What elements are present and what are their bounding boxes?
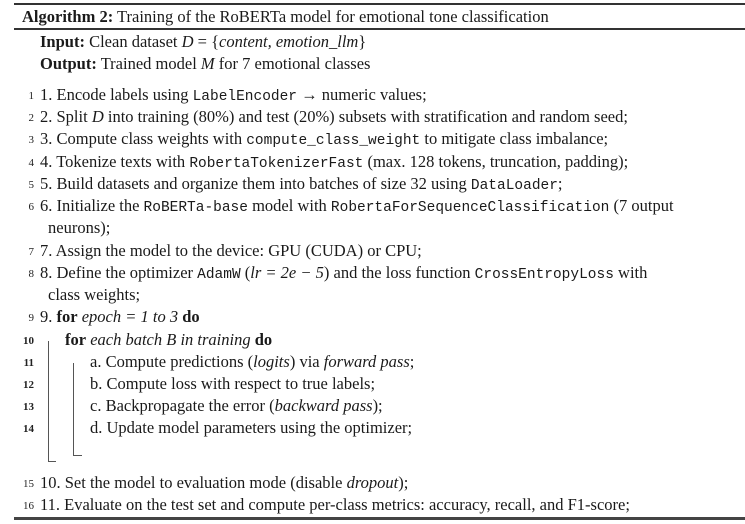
algorithm-title-text: Training of the RoBERTa model for emotional tone classification bbox=[117, 7, 549, 26]
line-number: 9 bbox=[28, 312, 34, 324]
line-text: ) via bbox=[289, 352, 324, 371]
code-term: compute_class_weight bbox=[246, 133, 421, 149]
algorithm-title bbox=[22, 6, 549, 27]
line-text: → numeric values; bbox=[297, 85, 427, 104]
keyword-for: for bbox=[65, 330, 87, 349]
inner-loop-bracket bbox=[73, 363, 74, 456]
italic-term: backward pass bbox=[274, 396, 373, 415]
line-text: with bbox=[613, 263, 648, 282]
output-var: M bbox=[200, 54, 215, 73]
line-text: ); bbox=[398, 473, 409, 492]
line-number: 11 bbox=[23, 357, 34, 369]
line-text: ); bbox=[372, 396, 383, 415]
title-rule bbox=[14, 28, 745, 30]
top-rule bbox=[14, 3, 745, 5]
line-text: model with bbox=[247, 196, 331, 215]
line-text: 5. Build datasets and organize them into batches of size 32 using bbox=[40, 174, 471, 193]
line-text: 11. Evaluate on the test set and compute per-class metrics: accuracy, recall, and F1-score; bbox=[40, 495, 630, 514]
line-text: 9. bbox=[40, 307, 57, 326]
math-var: D bbox=[91, 107, 104, 126]
line-number: 1 bbox=[28, 90, 34, 102]
code-term: RoBERTa-base bbox=[143, 200, 248, 216]
line-text: ) and the loss function bbox=[323, 263, 475, 282]
input-label: Input: bbox=[40, 32, 85, 51]
input-text: Clean dataset bbox=[89, 32, 182, 51]
code-term: RobertaForSequenceClassification bbox=[330, 200, 610, 216]
code-term: CrossEntropyLoss bbox=[474, 267, 614, 283]
line-number: 12 bbox=[23, 379, 34, 391]
line-text: neurons); bbox=[48, 218, 111, 237]
line-text: d. Update model parameters using the optimizer; bbox=[90, 418, 413, 437]
output-label: Output: bbox=[40, 54, 97, 73]
line-number: 14 bbox=[23, 423, 34, 435]
keyword-do: do bbox=[254, 330, 273, 349]
line-text: to mitigate class imbalance; bbox=[420, 129, 609, 148]
inner-loop-bracket-end bbox=[73, 455, 82, 456]
outer-loop-bracket-end bbox=[48, 461, 56, 462]
code-term: DataLoader bbox=[470, 178, 558, 194]
line-text: 6. Initialize the bbox=[40, 196, 144, 215]
code-term: RobertaTokenizerFast bbox=[189, 156, 364, 172]
line-number: 6 bbox=[28, 201, 34, 213]
keyword-for: for bbox=[56, 307, 78, 326]
line-text: (max. 128 tokens, truncation, padding); bbox=[363, 152, 629, 171]
line-text: 1. Encode labels using bbox=[40, 85, 193, 104]
line-number: 5 bbox=[28, 179, 34, 191]
line-text: 7. Assign the model to the device: GPU (CUDA) or CPU; bbox=[40, 241, 422, 260]
line-text: 4. Tokenize texts with bbox=[40, 152, 190, 171]
line-number: 4 bbox=[28, 157, 34, 169]
output-text-b: for 7 emotional classes bbox=[214, 54, 371, 73]
line-number: 16 bbox=[23, 500, 34, 512]
input-var: D bbox=[181, 32, 194, 51]
line-number: 3 bbox=[28, 134, 34, 146]
line-text: class weights; bbox=[48, 285, 141, 304]
line-text: b. Compute loss with respect to true labels; bbox=[90, 374, 376, 393]
math-expr: lr = 2e − 5 bbox=[250, 263, 324, 282]
code-term: LabelEncoder bbox=[192, 89, 298, 105]
line-number: 2 bbox=[28, 112, 34, 124]
line-text: 3. Compute class weights with bbox=[40, 129, 247, 148]
line-text: 8. Define the optimizer bbox=[40, 263, 198, 282]
line-text: 2. Split bbox=[40, 107, 92, 126]
line-text: ; bbox=[557, 174, 563, 193]
line-text: ( bbox=[240, 263, 251, 282]
line-number: 7 bbox=[28, 246, 34, 258]
bottom-rule bbox=[14, 517, 745, 520]
line-text: c. Backpropagate the error ( bbox=[90, 396, 275, 415]
output-text: Trained model bbox=[100, 54, 201, 73]
loop-condition: epoch = 1 to 3 bbox=[77, 307, 183, 326]
line-text: (7 output bbox=[609, 196, 674, 215]
line-number: 15 bbox=[23, 478, 34, 490]
outer-loop-bracket bbox=[48, 341, 49, 462]
line-number: 8 bbox=[28, 268, 34, 280]
line-text: into training (80%) and test (20%) subsets with stratification and random seed; bbox=[103, 107, 628, 126]
line-text: 10. Set the model to evaluation mode (disable bbox=[40, 473, 347, 492]
code-term: AdamW bbox=[197, 267, 241, 283]
line-text: a. Compute predictions ( bbox=[90, 352, 254, 371]
line-text: ; bbox=[409, 352, 415, 371]
italic-term: forward pass bbox=[323, 352, 410, 371]
loop-condition: each batch B in training bbox=[86, 330, 255, 349]
input-close: } bbox=[358, 32, 367, 51]
italic-term: dropout bbox=[346, 473, 399, 492]
line-number: 10 bbox=[23, 335, 34, 347]
algorithm-label: Algorithm 2: bbox=[22, 7, 114, 26]
line-number: 13 bbox=[23, 401, 34, 413]
italic-term: logits bbox=[253, 352, 290, 371]
keyword-do: do bbox=[182, 307, 200, 326]
input-eq: = { bbox=[193, 32, 220, 51]
input-set: content, emotion_llm bbox=[219, 32, 359, 51]
